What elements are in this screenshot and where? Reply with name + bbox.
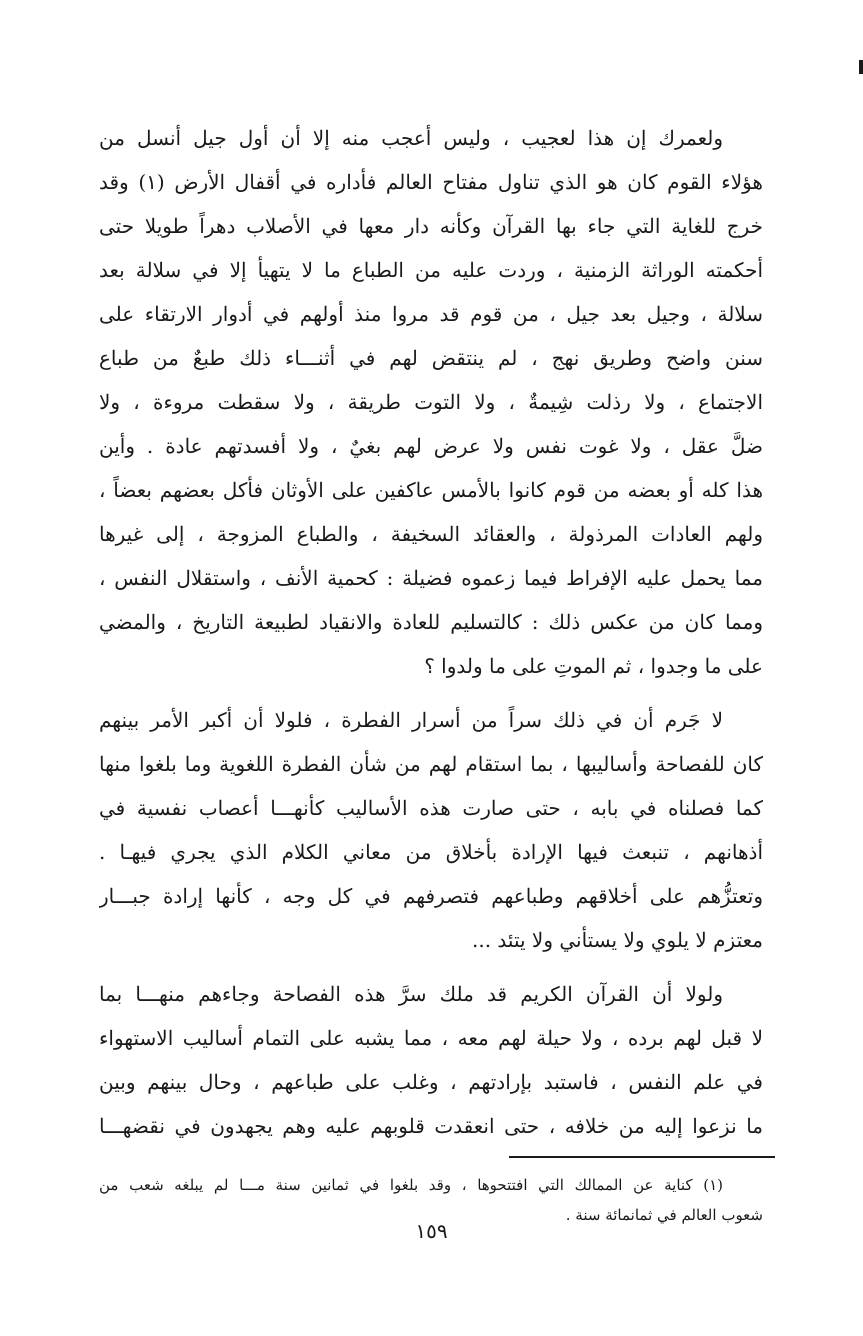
footnote-line-2: شعوب العالم في ثمانمائة سنة .	[565, 1206, 763, 1224]
paragraph-1-line-12: ومما كان من عكس ذلك : كالتسليم للعادة والانقياد لطبيعة التاريخ ، والمضي	[99, 610, 763, 634]
paragraph-3-line-1: ولولا أن القرآن الكريم قد ملك سرَّ هذه الفصاحة وجاءهم منهـــا بما	[99, 982, 723, 1006]
paragraph-1-line-10: ولهم العادات المرذولة ، والعقائد السخيفة ، والطباع المزوجة ، إلى غيرها	[99, 522, 763, 546]
paragraph-2-line-4: أذهانهم ، تنبعث فيها الإرادة بأخلاق من معاني الكلام الذي يجري فيهـا .	[99, 840, 763, 864]
paragraph-3-line-2: لا قبل لهم برده ، ولا حيلة لهم معه ، مما يشبه على التمام أساليب الاستهواء	[99, 1026, 763, 1050]
paragraph-2-line-6: معتزم لا يلوي ولا يستأني ولا يتئد ...	[471, 928, 763, 952]
paragraph-1-line-13: على ما وجدوا ، ثم الموتِ على ما ولدوا ؟	[424, 654, 763, 678]
paragraph-1-line-11: مما يحمل عليه الإفراط فيما زعموه فضيلة : كحمية الأنف ، واستقلال النفس ،	[99, 566, 763, 590]
page-number: ١٥٩	[415, 1219, 448, 1243]
paragraph-1-line-7: الاجتماع ، ولا رذلت شِيمةٌ ، ولا التوت طريقة ، ولا سقطت مروءة ، ولا	[99, 390, 763, 414]
paragraph-1-line-5: سلالة ، وجيل بعد جيل ، من قوم قد مروا منذ أولهم في أدوار الارتقاء على	[99, 302, 763, 326]
footnote-line-1: (١) كناية عن الممالك التي افتتحوها ، وقد بلغوا في ثمانين سنة مـــا لم يبلغه شعب من	[99, 1176, 723, 1194]
paragraph-1-line-9: هذا كله أو بعضه من قوم كانوا بالأمس عاكفين على الأوثان فأكل بعضهم بعضاً ،	[99, 478, 763, 502]
paragraph-1-line-6: سنن واضح وطريق نهج ، لم ينتقض لهم في أثنـــاء ذلك طبعٌ من طباع	[99, 346, 763, 370]
scan-edge-mark	[859, 60, 863, 74]
paragraph-1-line-4: أحكمته الوراثة الزمنية ، وردت عليه من الطباع ما لا يتهيأ إلا في سلالة بعد	[99, 258, 763, 282]
paragraph-3-line-4: ما نزعوا إليه من خلافه ، حتى انعقدت قلوبهم عليه وهم يجهدون في نقضهـــا	[99, 1114, 763, 1138]
paragraph-2-line-2: كان للفصاحة وأساليبها ، بما استقام لهم من شأن الفطرة اللغوية وما بلغوا منها	[99, 752, 763, 776]
paragraph-1-line-8: ضلَّ عقل ، ولا غوت نفس ولا عرض لهم بغيٌ ، ولا أفسدتهم عادة . وأين	[99, 434, 763, 458]
footnote-separator	[509, 1156, 775, 1158]
paragraph-1-line-3: خرج للغاية التي جاء بها القرآن وكأنه دار معها في الأصلاب دهراً طويلا حتى	[99, 214, 763, 238]
paragraph-3-line-3: في علم النفس ، فاستبد بإرادتهم ، وغلب على طباعهم ، وحال بينهم وبين	[99, 1070, 763, 1094]
paragraph-2-line-5: وتعتزُّهم على أخلاقهم وطباعهم فتصرفهم في كل وجه ، كأنها إرادة جبـــار	[99, 884, 763, 908]
paragraph-1-line-1: ولعمرك إن هذا لعجيب ، وليس أعجب منه إلا أن أول جيل أنسل من	[99, 126, 723, 150]
paragraph-2-line-1: لا جَرم أن في ذلك سراً من أسرار الفطرة ، فلولا أن أكبر الأمر بينهم	[99, 708, 723, 732]
paragraph-2-line-3: كما فصلناه في بابه ، حتى صارت هذه الأساليب كأنهـــا أعصاب نفسية في	[99, 796, 763, 820]
paragraph-1-line-2: هؤلاء القوم كان هو الذي تناول مفتاح العالم فأداره في أقفال الأرض (١) وقد	[99, 170, 763, 194]
